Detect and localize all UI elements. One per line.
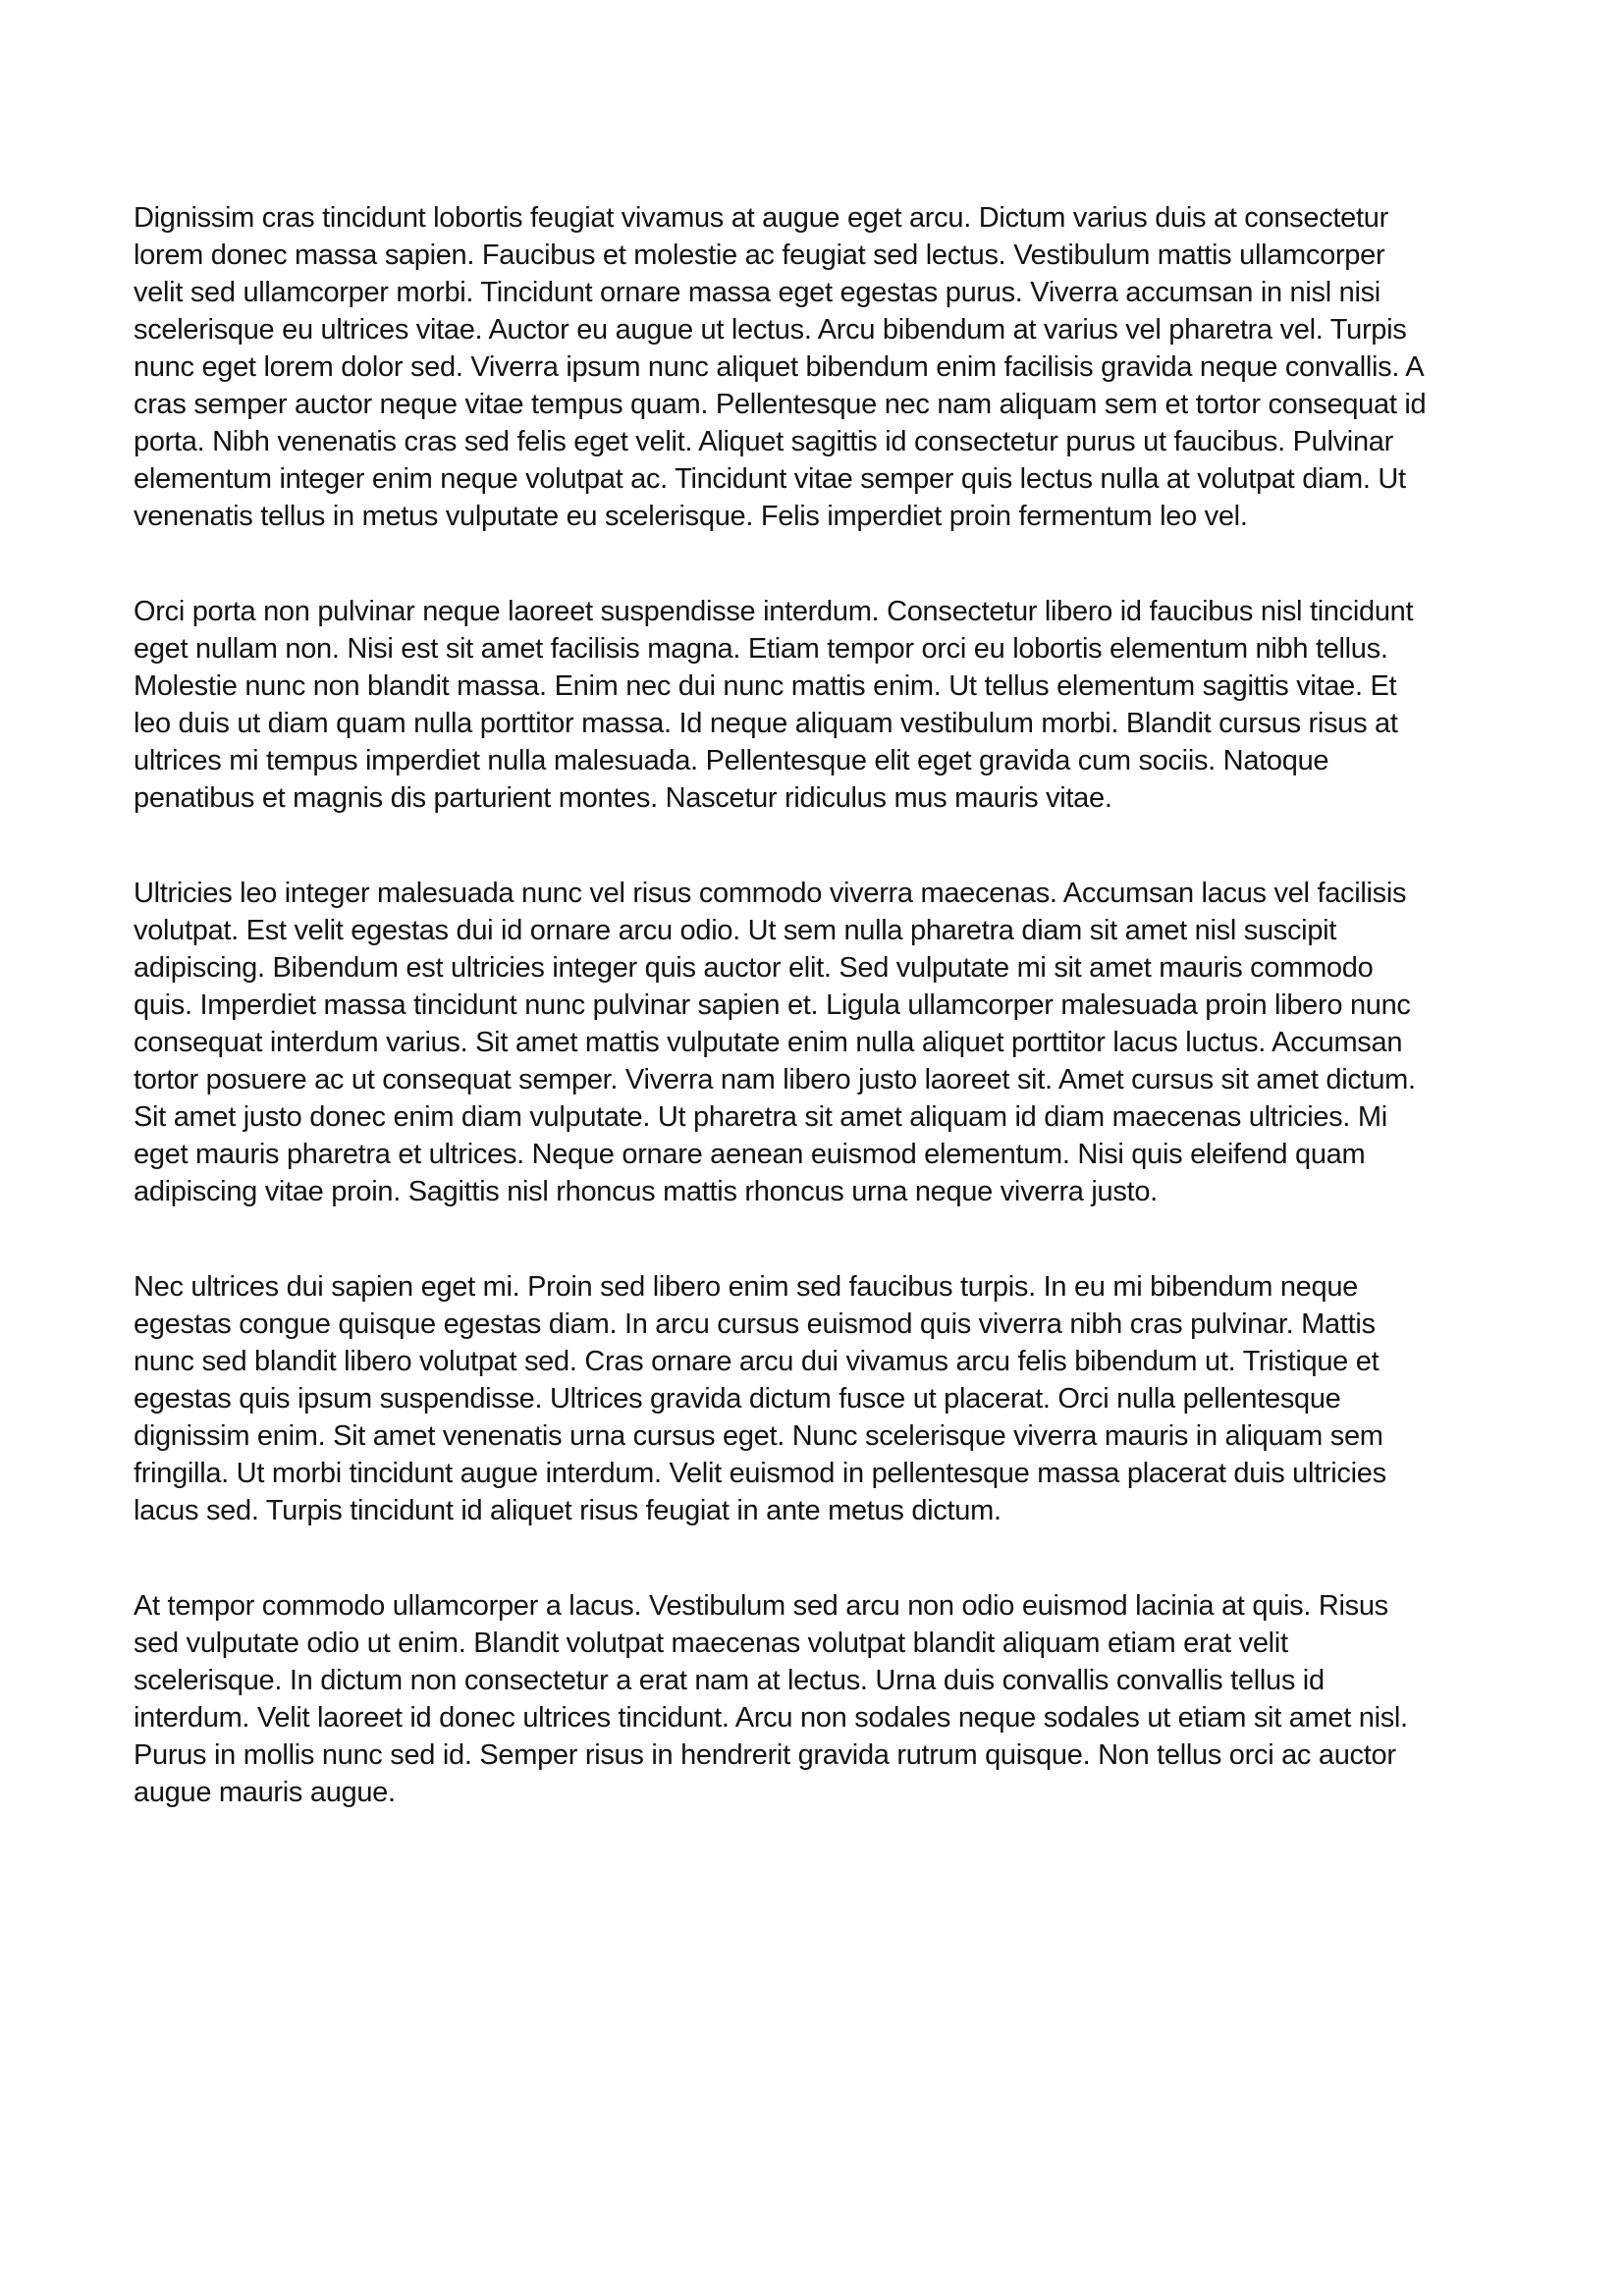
paragraph-5: At tempor commodo ullamcorper a lacus. Vestibulum sed arcu non odio euismod lacinia at quis. Risus sed vulputate odio ut enim. Blandit volutpat maecenas volutpat blandit aliquam etiam erat velit scelerisque. In dictum non consectetur a erat nam at lectus. Urna duis convallis convallis tellus id interdum. Velit laoreet id donec ultrices tincidunt. Arcu non sodales neque sodales ut etiam sit amet nisl. Purus in mollis nunc sed id. Semper risus in hendrerit gravida rutrum quisque. Non tellus orci ac auctor augue mauris augue. [134,1590,1408,1808]
paragraph-1: Dignissim cras tincidunt lobortis feugiat vivamus at augue eget arcu. Dictum varius duis at consectetur lorem donec massa sapien. Faucibus et molestie ac feugiat sed lectus. Vestibulum mattis ullamcorper velit sed ullamcorper morbi. Tincidunt ornare massa eget egestas purus. Viverra accumsan in nisl nisi scelerisque eu ultrices vitae. Auctor eu augue ut lectus. Arcu bibendum at varius vel pharetra vel. Turpis nunc eget lorem dolor sed. Viverra ipsum nunc aliquet bibendum enim facilisis gravida neque convallis. A cras semper auctor neque vitae tempus quam. Pellentesque nec nam aliquam sem et tortor consequat id porta. Nibh venenatis cras sed felis eget velit. Aliquet sagittis id consectetur purus ut faucibus. Pulvinar elementum integer enim neque volutpat ac. Tincidunt vitae semper quis lectus nulla at volutpat diam. Ut venenatis tellus in metus vulputate eu scelerisque. Felis imperdiet proin fermentum leo vel. [134,202,1427,532]
paragraph-4: Nec ultrices dui sapien eget mi. Proin sed libero enim sed faucibus turpis. In eu mi bibendum neque egestas congue quisque egestas diam. In arcu cursus euismod quis viverra nibh cras pulvinar. Mattis nunc sed blandit libero volutpat sed. Cras ornare arcu dui vivamus arcu felis bibendum ut. Tristique et egestas quis ipsum suspendisse. Ultrices gravida dictum fusce ut placerat. Orci nulla pellentesque dignissim enim. Sit amet venenatis urna cursus eget. Nunc scelerisque viverra mauris in aliquam sem fringilla. Ut morbi tincidunt augue interdum. Velit euismod in pellentesque massa placerat duis ultricies lacus sed. Turpis tincidunt id aliquet risus feugiat in ante metus dictum. [134,1271,1386,1526]
paragraph-3: Ultricies leo integer malesuada nunc vel risus commodo viverra maecenas. Accumsan lacus vel facilisis volutpat. Est velit egestas dui id ornare arcu odio. Ut sem nulla pharetra diam sit amet nisl suscipit adipiscing. Bibendum est ultricies integer quis auctor elit. Sed vulputate mi sit amet mauris commodo quis. Imperdiet massa tincidunt nunc pulvinar sapien et. Ligula ullamcorper malesuada proin libero nunc consequat interdum varius. Sit amet mattis vulputate enim nulla aliquet porttitor lacus luctus. Accumsan tortor posuere ac ut consequat semper. Viverra nam libero justo laoreet sit. Amet cursus sit amet dictum. Sit amet justo donec enim diam vulputate. Ut pharetra sit amet aliquam id diam maecenas ultricies. Mi eget mauris pharetra et ultrices. Neque ornare aenean euismod elementum. Nisi quis eleifend quam adipiscing vitae proin. Sagittis nisl rhoncus mattis rhoncus urna neque viverra justo. [134,878,1416,1207]
document-text-block [134,199,1435,1811]
paragraph-2: Orci porta non pulvinar neque laoreet suspendisse interdum. Consectetur libero id faucibus nisl tincidunt eget nullam non. Nisi est sit amet facilisis magna. Etiam tempor orci eu lobortis elementum nibh tellus. Molestie nunc non blandit massa. Enim nec dui nunc mattis enim. Ut tellus elementum sagittis vitae. Et leo duis ut diam quam nulla porttitor massa. Id neque aliquam vestibulum morbi. Blandit cursus risus at ultrices mi tempus imperdiet nulla malesuada. Pellentesque elit eget gravida cum sociis. Natoque penatibus et magnis dis parturient montes. Nascetur ridiculus mus mauris vitae. [134,596,1414,814]
